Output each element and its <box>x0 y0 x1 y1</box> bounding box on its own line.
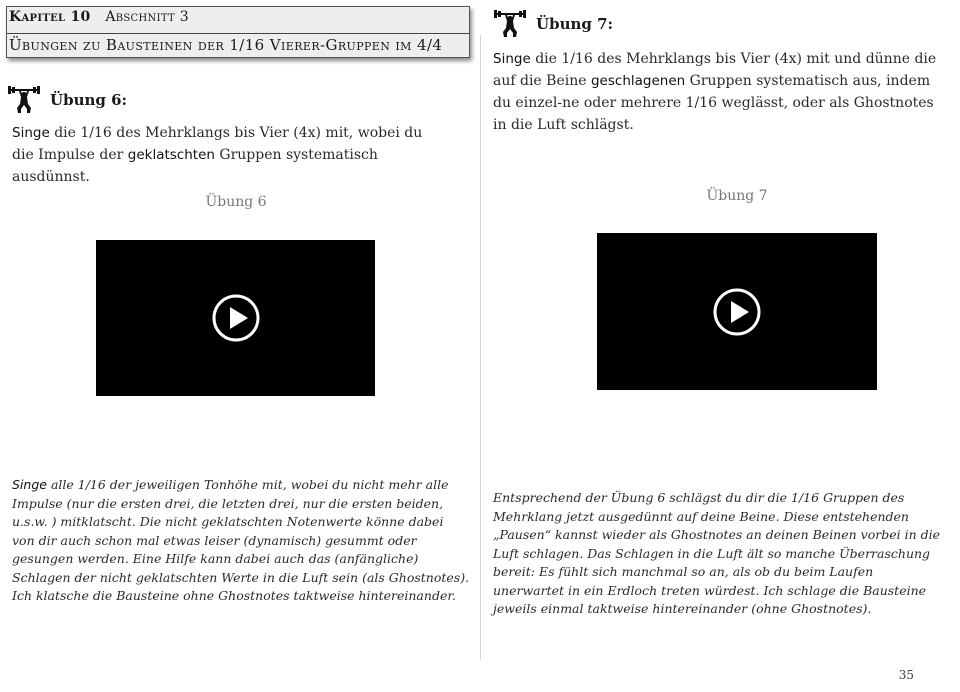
video-6-caption: Übung 6 <box>205 194 267 210</box>
chapter-divider <box>7 33 469 34</box>
exercise-6-notes <box>12 476 470 606</box>
exercise-7-notes: Entsprechend der Übung 6 schlägst du dir die 1/16 Gruppen des Mehrklang jetzt ausgedünnt auf deine Beine. Diese entstehenden „Pausen“ kannst wieder als Ghostnotes an deinen Beinen vorbei in die Luft schlagen. Das Schlagen in die Luft ält so manche Überraschung bereit: Es fühlt sich manchmal so an, als ob du beim Laufen unerwartet in ein Erdloch treten würdest. Ich schlage die Bausteine jeweils einmal taktweise hintereinander (ohne Ghostnotes). <box>493 490 941 616</box>
exercise-7-title: Übung 7: <box>536 15 614 33</box>
video-7-player[interactable] <box>597 233 877 390</box>
keyword-geschlagenen: geschlagenen <box>590 73 686 89</box>
chapter-line <box>9 9 189 25</box>
column-divider <box>480 35 481 660</box>
weightlifter-icon <box>494 10 526 38</box>
exercise-6-heading <box>8 86 127 114</box>
section-label: Abschnitt 3 <box>105 9 189 25</box>
chapter-title: Übungen zu Bausteinen der 1/16 Vierer-Gruppen im 4/4 <box>9 36 443 54</box>
weightlifter-icon <box>8 86 40 114</box>
keyword-singe: Singe <box>493 51 531 67</box>
exercise-7-intro <box>493 48 943 136</box>
play-icon[interactable] <box>713 288 761 336</box>
video-6-player[interactable] <box>96 240 375 396</box>
keyword-geklatschten: geklatschten <box>127 147 215 163</box>
intro-text: die 1/16 des Mehrklangs bis Vier (4x) mit und dünne die auf die Beine <box>493 51 937 89</box>
exercise-7-heading <box>494 10 613 38</box>
intro-text-end: Gruppen systematisch ausdünnst. <box>12 147 378 185</box>
intro-text: die 1/16 des Mehrklangs bis Vier (4x) mit, wobei du die Impulse der <box>12 125 423 163</box>
chapter-header <box>6 6 470 58</box>
exercise-6-title: Übung 6: <box>50 91 128 109</box>
video-7-caption: Übung 7 <box>706 188 768 204</box>
keyword-singe-notes: Singe <box>12 477 47 492</box>
play-icon[interactable] <box>212 294 260 342</box>
intro-text-end: Gruppen systematisch aus, indem du einzel-ne oder mehrere 1/16 weglässt, oder als Ghostnotes in die Luft schlägst. <box>493 73 934 133</box>
keyword-singe: Singe <box>12 125 50 141</box>
notes-text: alle 1/16 der jeweiligen Tonhöhe mit, wobei du nicht mehr alle Impulse (nur die ersten drei, die letzten drei, nur die ersten beiden, u.s.w. ) mitklatscht. Die nicht geklatschten Notenwerte könne dabei von dir auch schon mal etwas leiser (dynamisch) gesummt oder gesungen werden. Eine Hilfe kann dabei auch das (anfängliche) Schlagen der nicht geklatschten Werte in die Luft sein (als Ghostnotes). Ich klatsche die Bausteine ohne Ghostnotes taktweise hintereinander. <box>12 477 470 603</box>
chapter-label: Kapitel 10 <box>9 9 91 25</box>
exercise-6-intro <box>12 122 442 188</box>
page-number: 35 <box>898 668 914 682</box>
